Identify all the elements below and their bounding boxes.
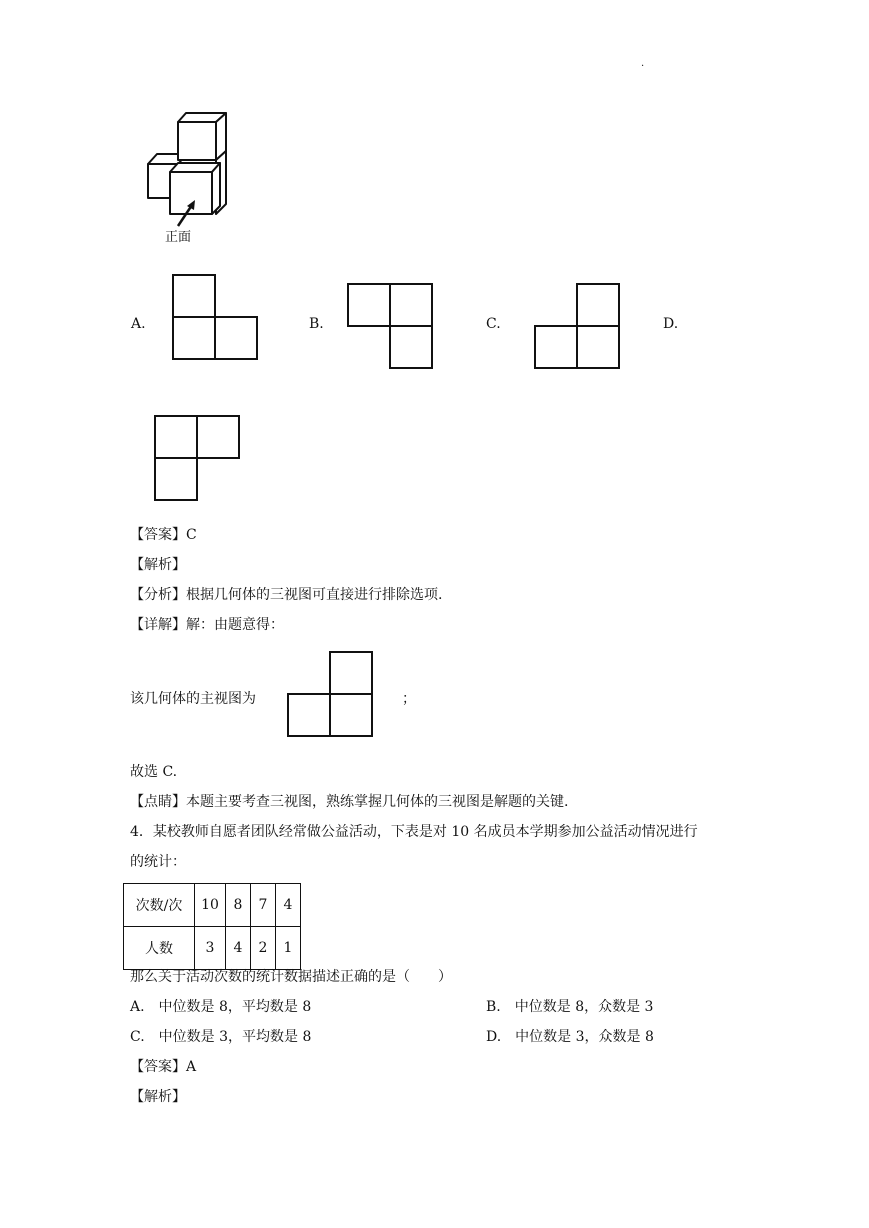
front-view-label: 正面 [165,230,192,245]
q4-question: 那么关于活动次数的统计数据描述正确的是（ ） [130,969,452,985]
table-header-cell: 次数/次 [124,884,195,927]
q4-stat-table [123,883,301,970]
table-row [124,927,301,970]
table-cell: 2 [251,927,276,970]
option-a-label: A. [131,316,146,332]
q3-answer: 【答案】C [130,527,197,543]
option-c-label: C. [486,316,501,332]
table-cell: 3 [195,927,226,970]
header-mark: . [641,58,645,69]
q4-choice-a: A. 中位数是 8，平均数是 8 [130,999,312,1015]
q4-choice-b: B. 中位数是 8，众数是 3 [486,999,654,1015]
table-cell: 10 [195,884,226,927]
table-cell: 8 [226,884,251,927]
option-b-label: B. [309,316,324,332]
q3-choose: 故选 C. [130,764,178,780]
table-cell: 4 [276,884,301,927]
cube-figure [140,108,240,248]
q4-answer: 【答案】A [130,1059,197,1075]
q3-fenxi: 【分析】根据几何体的三视图可直接进行排除选项. [130,587,443,603]
q4-choice-c: C. 中位数是 3，平均数是 8 [130,1029,312,1045]
table-cell: 4 [226,927,251,970]
q3-main-view-text: 该几何体的主视图为 [130,691,256,707]
q3-semicolon: ； [402,691,416,707]
table-cell: 1 [276,927,301,970]
q4-stem-line1: 4．某校教师自愿者团队经常做公益活动，下表是对 10 名成员本学期参加公益活动情况进行 [130,824,698,840]
q4-choice-d: D. 中位数是 3，众数是 8 [486,1029,654,1045]
q3-analysis-heading: 【解析】 [130,557,186,573]
q3-dianjing: 【点睛】本题主要考查三视图，熟练掌握几何体的三视图是解题的关键. [130,794,569,810]
table-row [124,884,301,927]
table-header-cell: 人数 [124,927,195,970]
table-cell: 7 [251,884,276,927]
option-d-label: D. [663,316,679,332]
q3-xiangjie: 【详解】解：由题意得： [130,617,284,633]
q4-analysis-heading: 【解析】 [130,1089,186,1105]
q4-stem-line2: 的统计： [130,854,186,870]
